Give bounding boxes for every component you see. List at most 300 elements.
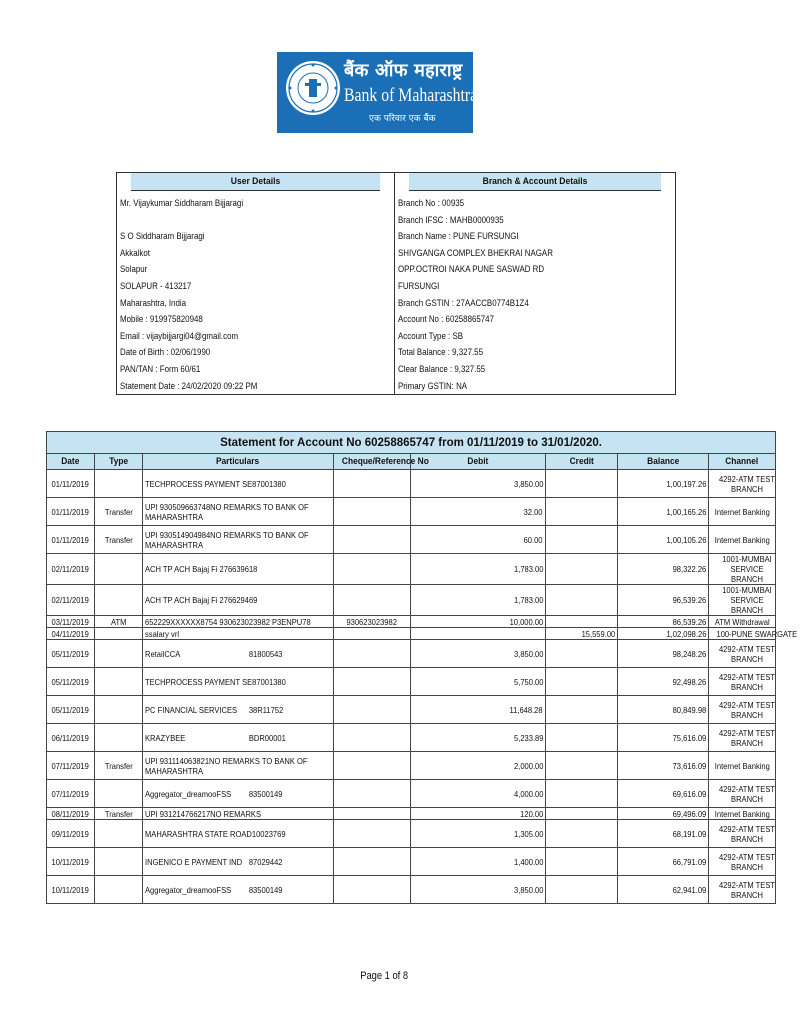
- column-header-label: Particulars: [216, 456, 260, 467]
- cell-reference: [334, 724, 411, 752]
- branch-detail-line: Primary GSTIN: NA: [398, 380, 468, 391]
- cell-debit: [411, 526, 546, 554]
- date-text: 02/11/2019: [51, 595, 90, 605]
- cell-particulars: [143, 820, 334, 848]
- particulars-text: [145, 885, 283, 895]
- cell-particulars: [143, 724, 334, 752]
- debit-amount: 32.00: [524, 506, 543, 517]
- channel-text: Internet Banking: [714, 506, 770, 517]
- table-row: [47, 616, 776, 628]
- cell-debit: [411, 696, 546, 724]
- cell-channel: [709, 585, 776, 616]
- user-detail-line: Statement Date : 24/02/2020 09:22 PM: [120, 380, 258, 391]
- channel-text: Internet Banking: [714, 760, 770, 771]
- branch-detail-line: Account Type : SB: [398, 330, 464, 341]
- table-row: [47, 640, 776, 668]
- date-text: 08/11/2019: [51, 808, 90, 819]
- column-header-label: Type: [109, 456, 128, 467]
- particulars-text: [145, 705, 283, 715]
- branch-detail-line: Branch GSTIN : 27AACCB0774B1Z4: [398, 297, 529, 308]
- table-row: [47, 498, 776, 526]
- cell-type: [95, 616, 143, 628]
- statement-table: [46, 431, 798, 904]
- balance-amount: 69,616.09: [672, 788, 706, 799]
- cell-reference: [334, 696, 411, 724]
- particulars-main: ssalary vrl: [145, 628, 180, 639]
- statement-title: Statement for Account No 60258865747 from 01/11/2019 to 31/01/2020.: [47, 432, 776, 454]
- cell-credit: [546, 876, 618, 904]
- cell-type: [95, 820, 143, 848]
- table-row: [47, 696, 776, 724]
- column-header: [334, 454, 429, 470]
- column-header: [618, 454, 709, 470]
- type-text: ATM: [110, 616, 127, 627]
- cell-particulars: [143, 470, 334, 498]
- column-header: [411, 454, 546, 470]
- cell-date: [47, 554, 95, 585]
- column-header-label: Channel: [725, 456, 759, 467]
- particulars-main: TECHPROCESS PAYMENT SE: [145, 478, 253, 489]
- cell-balance: [618, 668, 709, 696]
- cell-balance: [618, 628, 709, 640]
- column-header: [95, 454, 143, 470]
- particulars-main: TECHPROCESS PAYMENT SE: [145, 676, 253, 687]
- particulars-text: [145, 502, 325, 522]
- particulars-main: UPI 930509663748NO REMARKS TO BANK OF MAHARASHTRA: [145, 501, 309, 522]
- bank-name-hindi: बैंक ऑफ महाराष्ट्र: [344, 60, 463, 81]
- branch-detail-line: OPP.OCTROI NAKA PUNE SASWAD RD: [398, 264, 545, 275]
- branch-details-lines: [395, 191, 675, 394]
- table-row: [47, 585, 776, 616]
- cell-channel: [709, 554, 776, 585]
- date-text: 01/11/2019: [51, 506, 90, 517]
- cell-channel: [709, 876, 776, 904]
- channel-text: 100-PUNE SWARGATE: [716, 628, 798, 639]
- particulars-main: ACH TP ACH Bajaj Fi 276629469: [145, 595, 258, 605]
- cell-date: [47, 616, 95, 628]
- cell-channel: [709, 848, 776, 876]
- user-details-section: [117, 173, 395, 394]
- cell-particulars: [143, 876, 334, 904]
- cell-balance: [618, 696, 709, 724]
- date-text: 04/11/2019: [51, 628, 90, 639]
- table-row: [47, 526, 776, 554]
- balance-amount: 1,00,165.26: [666, 506, 706, 517]
- user-detail-line: Maharashtra, India: [120, 297, 187, 308]
- user-detail-line: Mr. Vijaykumar Siddharam Bijjaragi: [120, 198, 244, 208]
- column-header-label: Credit: [569, 456, 594, 467]
- cell-debit: [411, 780, 546, 808]
- cell-type: [95, 848, 143, 876]
- table-row: [47, 628, 776, 640]
- cell-debit: [411, 628, 546, 640]
- column-header-label: Balance: [646, 456, 680, 467]
- cell-channel: [709, 668, 776, 696]
- cell-type: [95, 724, 143, 752]
- table-row: [47, 876, 776, 904]
- channel-text: 4292-ATM TEST BRANCH: [718, 699, 776, 720]
- cell-reference: [334, 526, 411, 554]
- cell-date: [47, 724, 95, 752]
- date-text: 01/11/2019: [51, 534, 90, 545]
- balance-amount: 62,941.09: [672, 884, 706, 895]
- balance-amount: 73,616.09: [672, 760, 706, 771]
- user-detail-line: Mobile : 919975820948: [120, 314, 203, 325]
- cell-particulars: [143, 640, 334, 668]
- column-header: [47, 454, 95, 470]
- channel-text: ATM Withdrawal: [714, 616, 770, 627]
- cell-reference: [334, 498, 411, 526]
- balance-amount: 86,539.26: [672, 616, 706, 627]
- particulars-main: KRAZYBEE: [145, 732, 186, 743]
- cell-credit: [546, 780, 618, 808]
- branch-detail-line: Branch IFSC : MAHB0000935: [398, 214, 504, 225]
- cell-reference: [334, 876, 411, 904]
- column-header: [709, 454, 776, 470]
- type-text: Transfer: [104, 760, 133, 771]
- user-detail-line: [120, 212, 361, 229]
- cell-type: [95, 640, 143, 668]
- cell-credit: [546, 820, 618, 848]
- branch-details-section: [395, 173, 675, 394]
- cell-credit: [546, 526, 618, 554]
- particulars-main: UPI 931214766217NO REMARKS: [145, 808, 262, 819]
- debit-amount: 11,648.28: [509, 704, 543, 715]
- cell-type: [95, 752, 143, 780]
- cell-balance: [618, 526, 709, 554]
- branch-detail-line: Clear Balance : 9,327.55: [398, 363, 486, 374]
- cell-balance: [618, 498, 709, 526]
- particulars-main: Aggregator_dreamooFSS: [145, 788, 232, 799]
- column-header-label: Date: [61, 456, 80, 467]
- date-text: 03/11/2019: [51, 616, 90, 627]
- channel-text: Internet Banking: [714, 808, 770, 819]
- cell-balance: [618, 554, 709, 585]
- debit-amount: 1,783.00: [513, 595, 543, 605]
- cell-reference: [334, 628, 411, 640]
- cell-date: [47, 498, 95, 526]
- cell-channel: [709, 820, 776, 848]
- user-detail-line: Date of Birth : 02/06/1990: [120, 347, 211, 358]
- cell-reference: [334, 752, 411, 780]
- debit-amount: 1,783.00: [513, 564, 543, 574]
- channel-text: 4292-ATM TEST BRANCH: [718, 823, 776, 844]
- cell-particulars: [143, 696, 334, 724]
- bank-logo: [277, 52, 478, 133]
- cell-date: [47, 526, 95, 554]
- cell-reference: [334, 585, 411, 616]
- balance-amount: 68,191.09: [672, 828, 706, 839]
- cell-balance: [618, 752, 709, 780]
- date-text: 06/11/2019: [51, 732, 90, 743]
- cell-channel: [709, 696, 776, 724]
- cell-credit: [546, 640, 618, 668]
- channel-text: 1001-MUMBAI SERVICE BRANCH: [722, 585, 772, 615]
- cell-channel: [709, 724, 776, 752]
- balance-amount: 92,498.26: [672, 676, 706, 687]
- date-text: 07/11/2019: [51, 788, 90, 799]
- cell-particulars: [143, 498, 334, 526]
- particulars-text: [145, 756, 325, 776]
- reference-text: 930623023982: [346, 616, 398, 627]
- cell-debit: [411, 820, 546, 848]
- cell-type: [95, 470, 143, 498]
- cell-credit: [546, 848, 618, 876]
- user-detail-line: SOLAPUR - 413217: [120, 280, 192, 291]
- table-row: [47, 780, 776, 808]
- particulars-ref: 83500149: [248, 788, 283, 799]
- cell-balance: [618, 616, 709, 628]
- cell-debit: [411, 848, 546, 876]
- cell-credit: [546, 498, 618, 526]
- particulars-text: [145, 733, 286, 743]
- cell-channel: [709, 498, 776, 526]
- date-text: 02/11/2019: [51, 564, 90, 574]
- particulars-text: [145, 595, 257, 605]
- cell-debit: [411, 668, 546, 696]
- cell-type: [95, 585, 143, 616]
- column-header: [143, 454, 334, 470]
- cell-date: [47, 470, 95, 498]
- cell-debit: [411, 876, 546, 904]
- branch-detail-line: Total Balance : 9,327.55: [398, 347, 483, 358]
- balance-amount: 1,00,105.26: [666, 534, 706, 545]
- cell-credit: [546, 752, 618, 780]
- cell-date: [47, 585, 95, 616]
- channel-text: 4292-ATM TEST BRANCH: [718, 783, 776, 804]
- cell-balance: [618, 724, 709, 752]
- balance-amount: 98,248.26: [672, 648, 706, 659]
- cell-reference: [334, 780, 411, 808]
- cell-date: [47, 668, 95, 696]
- cell-credit: [546, 668, 618, 696]
- particulars-text: [145, 617, 325, 627]
- cell-credit: [546, 554, 618, 585]
- particulars-main: 652229XXXXXX8754 930623023982 P3ENPU78: [145, 616, 311, 627]
- cell-channel: [709, 616, 776, 628]
- balance-amount: 80,849.98: [672, 704, 706, 715]
- statement-column-headers: [47, 454, 776, 470]
- cell-date: [47, 848, 95, 876]
- cell-channel: [709, 640, 776, 668]
- cell-type: [95, 780, 143, 808]
- cell-type: [95, 808, 143, 820]
- cell-debit: [411, 470, 546, 498]
- table-row: [47, 808, 776, 820]
- bank-seal-icon: [284, 59, 342, 117]
- cell-channel: [709, 780, 776, 808]
- cell-balance: [618, 470, 709, 498]
- branch-detail-line: Branch Name : PUNE FURSUNGI: [398, 231, 519, 242]
- particulars-main: PC FINANCIAL SERVICES: [145, 704, 238, 715]
- cell-type: [95, 554, 143, 585]
- type-text: Transfer: [104, 534, 133, 545]
- debit-amount: 3,850.00: [513, 648, 543, 659]
- type-text: Transfer: [104, 506, 133, 517]
- cell-particulars: [143, 616, 334, 628]
- user-detail-line: Solapur: [120, 264, 148, 275]
- cell-type: [95, 696, 143, 724]
- branch-detail-line: SHIVGANGA COMPLEX BHEKRAI NAGAR: [398, 247, 553, 258]
- cell-reference: [334, 808, 411, 820]
- channel-text: 1001-MUMBAI SERVICE BRANCH: [722, 554, 772, 584]
- cell-channel: [709, 808, 776, 820]
- cell-balance: [618, 585, 709, 616]
- balance-amount: 1,00,197.26: [666, 478, 706, 489]
- balance-amount: 69,496.09: [672, 808, 706, 819]
- cell-credit: [546, 628, 618, 640]
- particulars-text: [145, 809, 261, 819]
- cell-date: [47, 696, 95, 724]
- particulars-text: [145, 649, 283, 659]
- cell-balance: [618, 820, 709, 848]
- date-text: 01/11/2019: [51, 478, 90, 489]
- cell-particulars: [143, 848, 334, 876]
- cell-date: [47, 780, 95, 808]
- cell-particulars: [143, 628, 334, 640]
- date-text: 10/11/2019: [51, 856, 90, 867]
- cell-particulars: [143, 808, 334, 820]
- cell-credit: [546, 724, 618, 752]
- particulars-ref: BDR00001: [248, 732, 286, 743]
- table-row: [47, 752, 776, 780]
- branch-details-header: Branch & Account Details: [409, 173, 661, 191]
- cell-particulars: [143, 668, 334, 696]
- balance-amount: 1,02,098.26: [666, 628, 706, 639]
- debit-amount: 5,233.89: [513, 732, 543, 743]
- user-details-header: User Details: [131, 173, 380, 191]
- cell-credit: [546, 616, 618, 628]
- channel-text: Internet Banking: [714, 534, 770, 545]
- particulars-text: [145, 479, 286, 489]
- date-text: 05/11/2019: [51, 704, 90, 715]
- table-row: [47, 848, 776, 876]
- particulars-ref: 87029442: [248, 856, 283, 867]
- cell-credit: [546, 696, 618, 724]
- particulars-text: [145, 677, 286, 687]
- date-text: 05/11/2019: [51, 676, 90, 687]
- channel-text: 4292-ATM TEST BRANCH: [718, 879, 776, 900]
- particulars-text: [145, 530, 325, 550]
- user-detail-line: Email : vijaybijjargi04@gmail.com: [120, 330, 239, 341]
- date-text: 07/11/2019: [51, 760, 90, 771]
- particulars-main: MAHARASHTRA STATE ROAD: [145, 828, 252, 839]
- account-details-box: [116, 172, 676, 395]
- user-detail-line: PAN/TAN : Form 60/61: [120, 363, 201, 374]
- user-detail-line: Akkalkot: [120, 247, 150, 258]
- cell-debit: [411, 640, 546, 668]
- channel-text: 4292-ATM TEST BRANCH: [718, 473, 776, 494]
- cell-particulars: [143, 585, 334, 616]
- particulars-main: UPI 930514904984NO REMARKS TO BANK OF MAHARASHTRA: [145, 529, 309, 550]
- cell-particulars: [143, 554, 334, 585]
- particulars-ref: 87001380: [252, 676, 286, 687]
- credit-amount: 15,559.00: [581, 628, 615, 639]
- cell-credit: [546, 470, 618, 498]
- cell-credit: [546, 585, 618, 616]
- balance-amount: 75,616.09: [672, 732, 706, 743]
- table-row: [47, 724, 776, 752]
- cell-type: [95, 876, 143, 904]
- cell-channel: [709, 752, 776, 780]
- cell-type: [95, 526, 143, 554]
- page-number: Page 1 of 8: [360, 970, 408, 982]
- balance-amount: 96,539.26: [672, 595, 706, 605]
- debit-amount: 3,850.00: [513, 478, 543, 489]
- cell-particulars: [143, 780, 334, 808]
- column-header-label: Debit: [467, 456, 489, 467]
- particulars-ref: 83500149: [248, 884, 283, 895]
- particulars-text: [145, 789, 283, 799]
- debit-amount: 5,750.00: [513, 676, 543, 687]
- particulars-main: Aggregator_dreamooFSS: [145, 884, 232, 895]
- cell-particulars: [143, 752, 334, 780]
- cell-balance: [618, 848, 709, 876]
- table-row: [47, 470, 776, 498]
- cell-date: [47, 808, 95, 820]
- cell-type: [95, 498, 143, 526]
- debit-amount: 3,850.00: [513, 884, 543, 895]
- date-text: 10/11/2019: [51, 884, 90, 895]
- table-row: [47, 554, 776, 585]
- cell-date: [47, 820, 95, 848]
- particulars-main: ACH TP ACH Bajaj Fi 276639618: [145, 564, 258, 574]
- cell-balance: [618, 780, 709, 808]
- particulars-text: [145, 629, 249, 639]
- debit-amount: 4,000.00: [513, 788, 543, 799]
- cell-particulars: [143, 526, 334, 554]
- cell-date: [47, 628, 95, 640]
- cell-reference: [334, 470, 411, 498]
- debit-amount: 60.00: [524, 534, 543, 545]
- table-row: [47, 820, 776, 848]
- debit-amount: 1,305.00: [513, 828, 543, 839]
- particulars-main: INGENICO E PAYMENT IND: [145, 856, 243, 867]
- cell-debit: [411, 724, 546, 752]
- cell-reference: [334, 668, 411, 696]
- particulars-text: [145, 857, 283, 867]
- particulars-main: RetailCCA: [145, 648, 181, 659]
- branch-detail-line: Account No : 60258865747: [398, 314, 495, 325]
- date-text: 09/11/2019: [51, 828, 90, 839]
- cell-reference: [334, 820, 411, 848]
- particulars-ref: 10023769: [251, 828, 286, 839]
- column-header-label: Cheque/Reference No: [341, 456, 429, 467]
- balance-amount: 66,791.09: [672, 856, 706, 867]
- cell-debit: [411, 616, 546, 628]
- cell-reference: [334, 616, 411, 628]
- cell-debit: [411, 498, 546, 526]
- debit-amount: 1,400.00: [513, 856, 543, 867]
- cell-debit: [411, 585, 546, 616]
- particulars-ref: 87001380: [252, 478, 286, 489]
- particulars-ref: 38R11752: [248, 704, 284, 715]
- channel-text: 4292-ATM TEST BRANCH: [718, 727, 776, 748]
- page-footer: [0, 970, 768, 982]
- cell-date: [47, 876, 95, 904]
- cell-reference: [334, 848, 411, 876]
- cell-date: [47, 640, 95, 668]
- debit-amount: 10,000.00: [509, 616, 543, 627]
- particulars-text: [145, 564, 257, 574]
- cell-type: [95, 628, 143, 640]
- cell-debit: [411, 554, 546, 585]
- statement-rows: [47, 470, 798, 904]
- bank-name-english: Bank of Maharashtra: [344, 85, 478, 106]
- cell-reference: [334, 554, 411, 585]
- particulars-text: [145, 829, 286, 839]
- cell-balance: [618, 876, 709, 904]
